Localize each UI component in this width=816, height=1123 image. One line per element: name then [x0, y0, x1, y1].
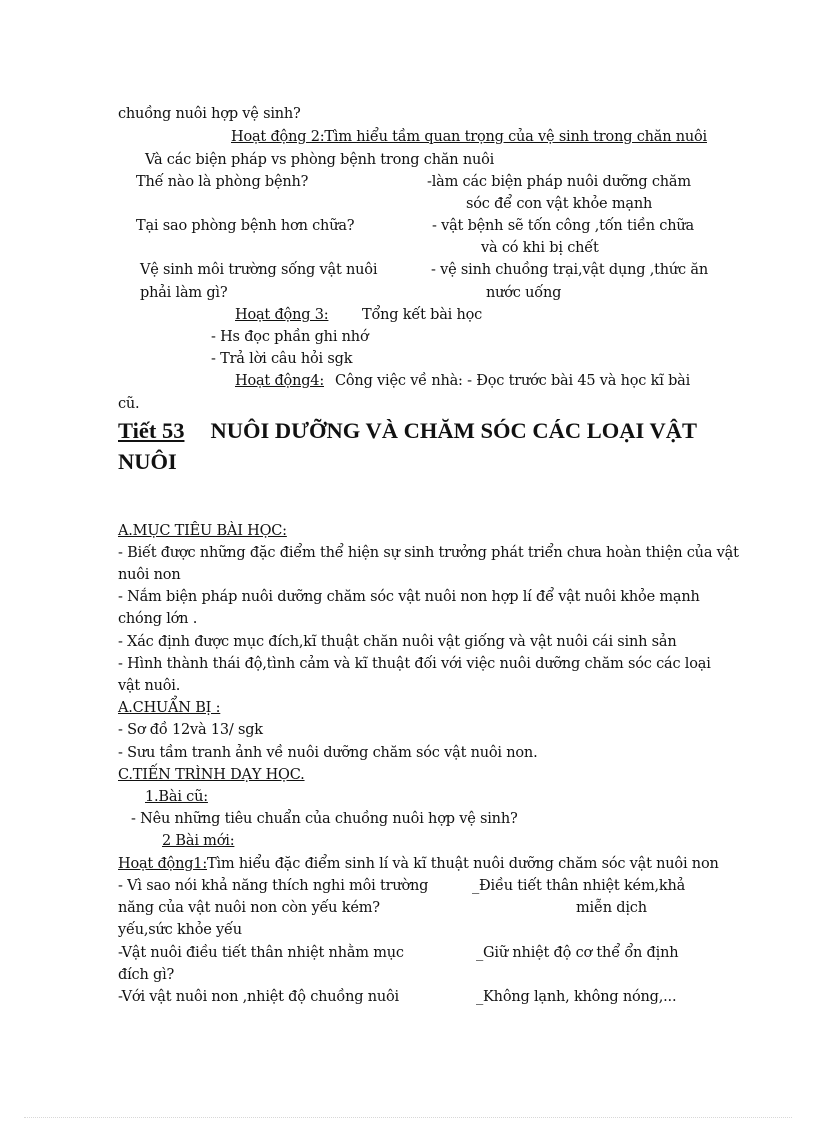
text-line: - Biết được những đặc điểm thể hiện sự sinh trưởng phát triển chưa hoàn thiện của vật: [118, 545, 739, 561]
answer-text: -làm các biện pháp nuôi dưỡng chăm: [427, 174, 691, 190]
lesson-title-line-1: [118, 416, 697, 446]
old-lesson-heading: 1.Bài cũ:: [145, 789, 208, 805]
answer-text: sóc để con vật khỏe mạnh: [466, 196, 653, 212]
answer-text: miễn dịch: [576, 900, 647, 916]
text-line: nuôi non: [118, 567, 181, 583]
page-bottom-divider: [24, 1117, 792, 1118]
text-line: vật nuôi.: [118, 678, 181, 694]
activity-3-title: Tổng kết bài học: [362, 307, 483, 323]
lesson-name: NUÔI DƯỠNG VÀ CHĂM SÓC CÁC LOẠI VẬT: [210, 418, 697, 443]
question-text: -Vật nuôi điều tiết thân nhiệt nhằm mục: [118, 945, 404, 961]
activity-4-text: Công việc về nhà: - Đọc trước bài 45 và học kĩ bài: [335, 373, 691, 389]
text-line: Và các biện pháp vs phòng bệnh trong chăn nuôi: [145, 152, 495, 168]
text-line: chuồng nuôi hợp vệ sinh?: [118, 106, 301, 122]
activity-1-line: [118, 854, 719, 874]
text-line: - Nắm biện pháp nuôi dưỡng chăm sóc vật nuôi non hợp lí để vật nuôi khỏe mạnh: [118, 589, 700, 605]
answer-text: nước uống: [486, 285, 562, 301]
text-line: - Sưu tầm tranh ảnh về nuôi dưỡng chăm sóc vật nuôi non.: [118, 745, 538, 761]
lesson-number: Tiết 53: [118, 418, 185, 443]
text-line: - Hình thành thái độ,tình cảm và kĩ thuật đối với việc nuôi dưỡng chăm sóc các loại: [118, 656, 711, 672]
question-text: đích gì?: [118, 967, 175, 983]
answer-text: - vật bệnh sẽ tốn công ,tốn tiền chữa: [432, 218, 694, 234]
text-line: chóng lớn .: [118, 611, 198, 627]
text-line: - Trả lời câu hỏi sgk: [211, 351, 353, 367]
activity-3-heading: Hoạt động 3:: [235, 307, 329, 323]
question-text: phải làm gì?: [140, 285, 228, 301]
text-line: - Xác định được mục đích,kĩ thuật chăn nuôi vật giống và vật nuôi cái sinh sản: [118, 634, 677, 650]
answer-text: và có khi bị chết: [481, 240, 599, 256]
section-objectives-heading: A.MỤC TIÊU BÀI HỌC:: [118, 523, 287, 539]
question-text: năng của vật nuôi non còn yếu kém?: [118, 900, 380, 916]
answer-text: yếu,sức khỏe yếu: [118, 922, 242, 938]
text-line: - Hs đọc phần ghi nhớ: [211, 329, 369, 345]
text-line: cũ.: [118, 396, 140, 412]
question-text: Vệ sinh môi trường sống vật nuôi: [140, 262, 378, 278]
text-line: - Sơ đồ 12và 13/ sgk: [118, 722, 263, 738]
answer-text: _Điều tiết thân nhiệt kém,khả: [472, 878, 686, 894]
question-text: -Với vật nuôi non ,nhiệt độ chuồng nuôi: [118, 989, 399, 1005]
text-line: - Nêu những tiêu chuẩn của chuồng nuôi hợp vệ sinh?: [131, 811, 518, 827]
section-procedure-heading: C.TIẾN TRÌNH DẠY HỌC.: [118, 767, 305, 783]
question-text: Tại sao phòng bệnh hơn chữa?: [136, 218, 355, 234]
activity-1-title: Tìm hiểu đặc điểm sinh lí và kĩ thuật nuôi dưỡng chăm sóc vật nuôi non: [207, 856, 719, 872]
activity-4-heading: Hoạt động4:: [235, 373, 324, 389]
activity-2-heading: Hoạt động 2:Tìm hiểu tầm quan trọng của vệ sinh trong chăn nuôi: [231, 129, 707, 145]
lesson-title-line-2: NUÔI: [118, 449, 177, 474]
answer-text: _Không lạnh, không nóng,...: [476, 989, 677, 1005]
new-lesson-heading: 2 Bài mới:: [162, 833, 235, 849]
question-text: - Vì sao nói khả năng thích nghi môi trường: [118, 878, 429, 894]
answer-text: _Giữ nhiệt độ cơ thể ổn định: [476, 945, 679, 961]
section-preparation-heading: A.CHUẨN BỊ :: [118, 700, 221, 716]
answer-text: - vệ sinh chuồng trại,vật dụng ,thức ăn: [431, 262, 708, 278]
activity-1-heading: Hoạt động1:: [118, 856, 207, 872]
question-text: Thế nào là phòng bệnh?: [136, 174, 309, 190]
